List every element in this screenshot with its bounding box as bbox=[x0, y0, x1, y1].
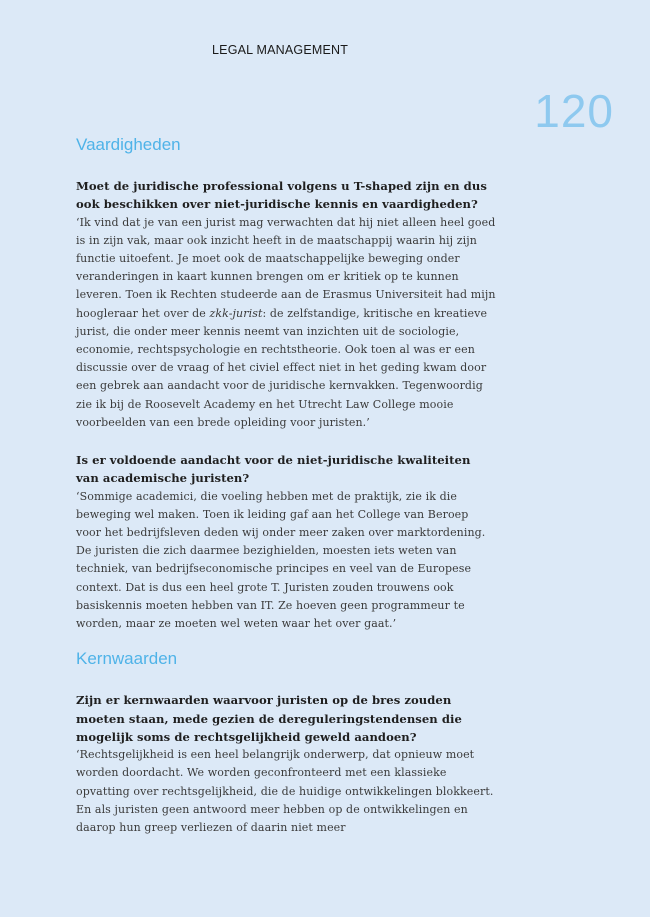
qa-block bbox=[76, 451, 496, 633]
section-kernwaarden bbox=[76, 648, 496, 837]
answer-text: : de zelfstandige, kritische en kreatieve jurist, die onder meer kennis neemt van inzichten uit de sociologie, economie, rechtspsychologie en rechtstheorie. Ook toen al was er een discussie over de vraag of het civiel effect niet in het geding kwam door een gebrek aan aandacht voor de juridische kernvakken. Tegenwoordig zie ik bij de Roosevelt Academy en het Utrecht Law College mooie voorbeelden van een brede opleiding voor juristen.’ bbox=[76, 306, 488, 429]
page-number: 120 bbox=[534, 85, 614, 137]
answer-emphasis: zkk-jurist bbox=[209, 306, 263, 320]
interview-answer: ‘Rechtsgelijkheid is een heel belangrijk onderwerp, dat opnieuw moet worden doordacht. We worden geconfronteerd met een klassieke opvatting over rechtsgelijkheid, die de huidige ontwikkelingen blokkeert. En als juristen geen antwoord meer hebben op de ontwikkelingen en daarop hun greep verliezen of daarin niet meer bbox=[76, 748, 494, 834]
qa-block bbox=[76, 691, 496, 837]
qa-block bbox=[76, 177, 496, 432]
article-body bbox=[76, 134, 496, 856]
section-heading: Vaardigheden bbox=[76, 135, 181, 154]
interview-answer bbox=[76, 214, 496, 432]
answer-text: ‘Ik vind dat je van een jurist mag verwachten dat hij niet alleen heel goed is in zijn vak, maar ook inzicht heeft in de maatschappij waarin hij zijn functie uitoefent. Je moet ook de maatschappelijke beweging onder veranderingen in kaart kunnen brengen om er kritiek op te kunnen leveren. Toen ik Rechten studeerde aan de Erasmus Universiteit had mijn hoogleraar het over de bbox=[76, 215, 496, 320]
interview-question: Is er voldoende aandacht voor de niet-juridische kwaliteiten van academische juristen? bbox=[76, 453, 471, 486]
interview-question: Moet de juridische professional volgens u T-shaped zijn en dus ook beschikken over niet-juridische kennis en vaardigheden? bbox=[76, 179, 487, 212]
interview-answer: ‘Sommige academici, die voeling hebben met de praktijk, zie ik die beweging wel maken. Toen ik leiding gaf aan het College van Beroep voor het bedrijfsleven deden wij onder meer zaken over marktordening. De juristen die zich daarmee bezighielden, moesten iets weten van techniek, van bedrijfseconomische principes en veel van de Europese context. Dat is dus een heel grote T. Juristen zouden trouwens ook basiskennis moeten hebben van IT. Ze hoeven geen programmeur te worden, maar ze moeten wel weten waar het over gaat.’ bbox=[76, 489, 486, 631]
running-head: LEGAL MANAGEMENT bbox=[212, 43, 349, 57]
interview-question: Zijn er kernwaarden waarvoor juristen op de bres zouden moeten staan, mede gezien de dereguleringstendensen die mogelijk soms de rechtsgelijkheid geweld aandoen? bbox=[76, 693, 462, 744]
section-heading: Kernwaarden bbox=[76, 649, 178, 669]
section-vaardigheden bbox=[76, 134, 496, 633]
